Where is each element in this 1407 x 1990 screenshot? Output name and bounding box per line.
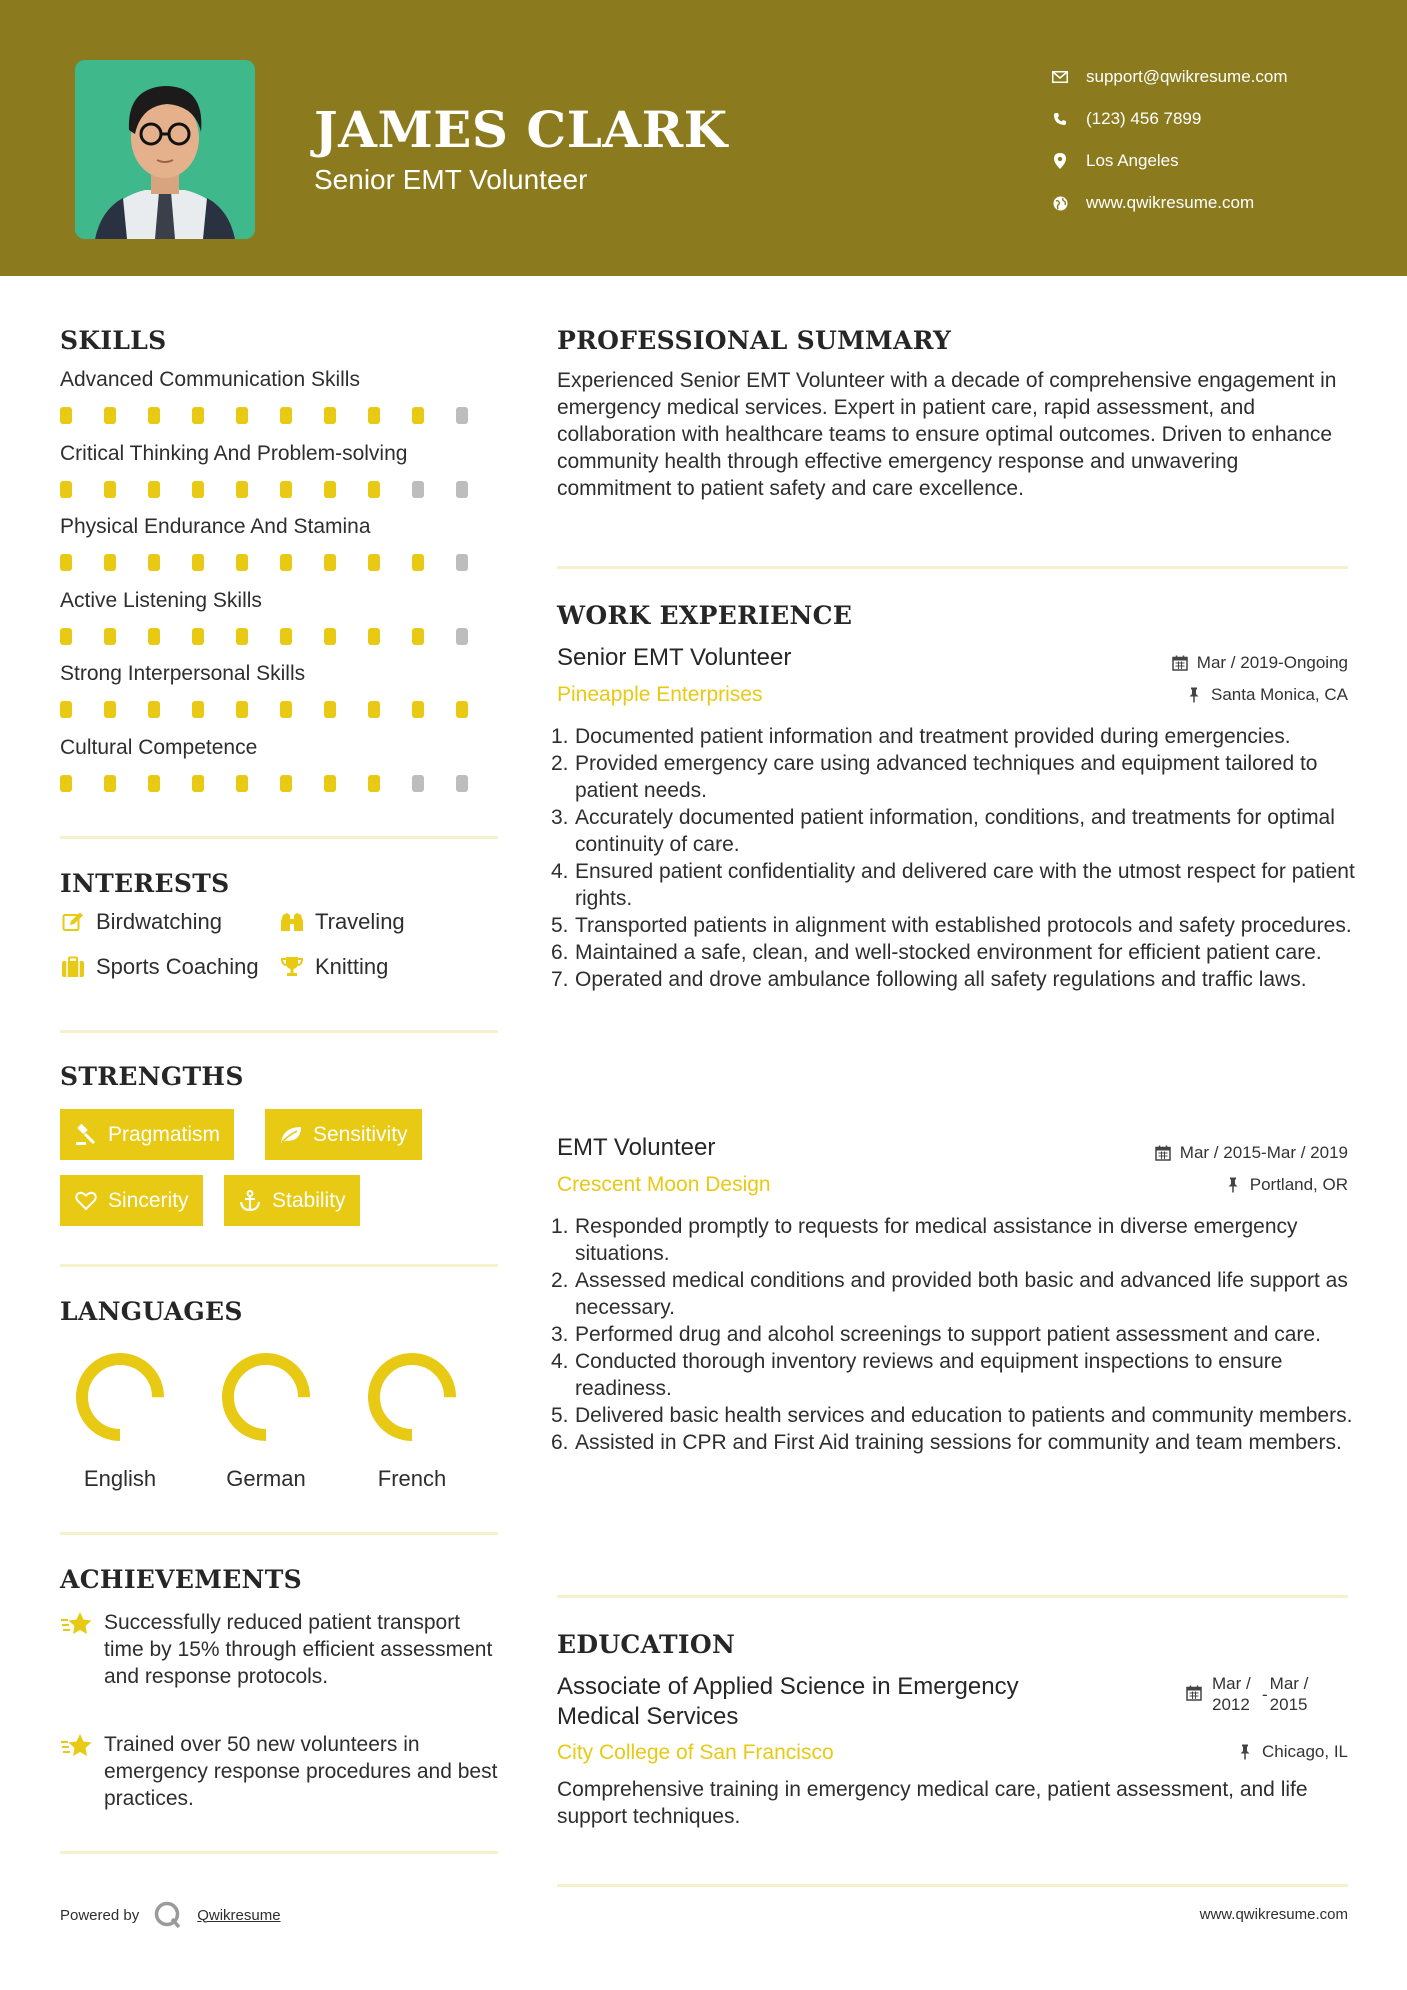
start-date bbox=[1212, 1673, 1262, 1715]
rating-dot-filled bbox=[280, 775, 292, 792]
bullet-number: 6. bbox=[551, 1431, 569, 1454]
bullet-number: 7. bbox=[551, 968, 569, 991]
degree-title bbox=[557, 1672, 1019, 1732]
experience-heading: WORK EXPERIENCE bbox=[557, 601, 853, 630]
strength-label: Pragmatism bbox=[108, 1122, 221, 1146]
location-text: Santa Monica, CA bbox=[1210, 685, 1348, 704]
rating-dot-filled bbox=[148, 407, 160, 424]
skill-rating bbox=[60, 481, 500, 498]
strength-label: Stability bbox=[272, 1188, 346, 1212]
footer-website[interactable]: www.qwikresume.com bbox=[1199, 1906, 1348, 1923]
rating-dot-filled bbox=[324, 481, 336, 498]
language-name: English bbox=[83, 1466, 157, 1491]
rating-dot-filled bbox=[368, 701, 380, 718]
pin-icon bbox=[1224, 1176, 1242, 1194]
bullet-number: 3. bbox=[551, 1323, 569, 1346]
globe-icon bbox=[1050, 193, 1070, 213]
candidate-name: JAMES CLARK bbox=[314, 100, 728, 159]
bullet-text: Ensured patient confidentiality and delivered care with the utmost respect for patient rights. bbox=[575, 860, 1355, 910]
end-year: 2015 bbox=[1269, 1695, 1308, 1714]
rating-dot-filled bbox=[368, 481, 380, 498]
date-dash: - bbox=[1262, 1685, 1268, 1704]
strength-badge-stability bbox=[224, 1175, 360, 1226]
languages-heading: LANGUAGES bbox=[60, 1297, 243, 1326]
interest-item-traveling bbox=[279, 909, 405, 935]
edit-icon bbox=[60, 909, 86, 935]
rating-dot-empty bbox=[456, 407, 468, 424]
interest-label: Traveling bbox=[315, 909, 405, 934]
rating-dot-filled bbox=[236, 701, 248, 718]
rating-dot-filled bbox=[236, 481, 248, 498]
job-bullet-list bbox=[551, 1213, 1355, 1456]
language-level-arc bbox=[228, 1359, 304, 1435]
skill-item bbox=[60, 736, 500, 792]
pin-icon bbox=[1185, 686, 1203, 704]
job-bullet bbox=[551, 750, 1355, 804]
achievement-item bbox=[60, 1731, 505, 1812]
qwikresume-logo-icon bbox=[153, 1900, 183, 1930]
interest-item-birdwatching bbox=[60, 909, 222, 935]
skill-rating bbox=[60, 628, 500, 645]
school-name: City College of San Francisco bbox=[557, 1741, 834, 1764]
rating-dot-empty bbox=[412, 775, 424, 792]
skill-rating bbox=[60, 701, 500, 718]
phone-text: (123) 456 7899 bbox=[1086, 109, 1202, 128]
job-dates bbox=[1171, 653, 1348, 673]
job-bullet bbox=[551, 966, 1355, 993]
rating-dot-filled bbox=[236, 554, 248, 571]
language-item bbox=[206, 1347, 326, 1492]
bullet-number: 5. bbox=[551, 914, 569, 937]
rating-dot-filled bbox=[104, 554, 116, 571]
divider bbox=[557, 566, 1348, 569]
footer-powered-by bbox=[60, 1900, 281, 1930]
rating-dot-filled bbox=[324, 775, 336, 792]
email-text: support@qwikresume.com bbox=[1086, 67, 1288, 86]
rating-dot-filled bbox=[192, 554, 204, 571]
rating-dot-filled bbox=[104, 701, 116, 718]
rating-dot-filled bbox=[412, 628, 424, 645]
strength-badge-pragmatism bbox=[60, 1109, 234, 1160]
company-name: Pineapple Enterprises bbox=[557, 683, 763, 706]
rating-dot-empty bbox=[456, 775, 468, 792]
skills-heading: SKILLS bbox=[60, 326, 167, 355]
skill-name: Cultural Competence bbox=[60, 736, 258, 759]
rating-dot-filled bbox=[236, 407, 248, 424]
rating-dot-filled bbox=[192, 481, 204, 498]
rating-dot-filled bbox=[280, 407, 292, 424]
summary-text: Experienced Senior EMT Volunteer with a decade of comprehensive engagement in emergency medical services. Expert in patient care, rapid assessment, and collaboration with healthcare teams to ensure optimal outcomes. Driven to enhance community health through effective emergency response and unwavering commitment to patient safety and care excellence. bbox=[557, 369, 1337, 500]
language-name: German bbox=[226, 1466, 306, 1491]
job-title: Senior EMT Volunteer bbox=[557, 644, 792, 671]
skill-item bbox=[60, 589, 500, 645]
rating-dot-filled bbox=[60, 407, 72, 424]
education-location bbox=[1236, 1742, 1348, 1762]
dates-text: Mar / 2019-Ongoing bbox=[1196, 653, 1348, 672]
summary-heading: PROFESSIONAL SUMMARY bbox=[557, 326, 952, 355]
star-icon bbox=[60, 1609, 96, 1639]
contact-email[interactable] bbox=[1050, 56, 1288, 98]
end-date bbox=[1270, 1673, 1309, 1715]
skill-name: Active Listening Skills bbox=[60, 588, 262, 612]
contact-phone[interactable] bbox=[1050, 98, 1288, 140]
rating-dot-filled bbox=[324, 554, 336, 571]
job-location bbox=[1224, 1175, 1348, 1195]
achievement-text: Successfully reduced patient transport time by 15% through efficient assessment and response protocols. bbox=[104, 1611, 493, 1688]
start-month: Mar / bbox=[1212, 1674, 1251, 1693]
strength-label: Sincerity bbox=[108, 1188, 189, 1212]
bullet-text: Delivered basic health services and education to patients and community members. bbox=[575, 1404, 1353, 1427]
education-description: Comprehensive training in emergency medical care, patient assessment, and life support techniques. bbox=[557, 1778, 1308, 1828]
bullet-text: Assessed medical conditions and provided both basic and advanced life support as necessary. bbox=[575, 1269, 1348, 1319]
language-name: French bbox=[377, 1466, 447, 1491]
rating-dot-filled bbox=[60, 775, 72, 792]
job-bullet bbox=[551, 1429, 1355, 1456]
rating-dot-filled bbox=[148, 628, 160, 645]
location-text: Chicago, IL bbox=[1262, 1742, 1348, 1761]
rating-dot-filled bbox=[368, 407, 380, 424]
skill-item bbox=[60, 515, 500, 571]
divider bbox=[60, 1264, 498, 1267]
rating-dot-filled bbox=[368, 775, 380, 792]
rating-dot-filled bbox=[148, 775, 160, 792]
skill-rating bbox=[60, 554, 500, 571]
interest-item-sports-coaching bbox=[60, 954, 259, 980]
anchor-icon bbox=[238, 1189, 262, 1213]
rating-dot-filled bbox=[192, 407, 204, 424]
rating-dot-empty bbox=[412, 481, 424, 498]
pin-icon bbox=[1236, 1743, 1254, 1761]
bullet-number: 4. bbox=[551, 1350, 569, 1373]
bullet-text: Assisted in CPR and First Aid training sessions for community and team members. bbox=[575, 1431, 1342, 1454]
rating-dot-filled bbox=[60, 481, 72, 498]
interest-label: Birdwatching bbox=[96, 909, 222, 934]
dates-text: Mar / 2015-Mar / 2019 bbox=[1179, 1143, 1348, 1162]
bullet-text: Transported patients in alignment with established protocols and safety procedures. bbox=[575, 914, 1352, 937]
rating-dot-filled bbox=[192, 775, 204, 792]
bullet-number: 1. bbox=[551, 725, 569, 748]
candidate-title: Senior EMT Volunteer bbox=[314, 164, 588, 195]
bullet-text: Conducted thorough inventory reviews and equipment inspections to ensure readiness. bbox=[575, 1350, 1283, 1400]
rating-dot-filled bbox=[236, 775, 248, 792]
bullet-number: 4. bbox=[551, 860, 569, 883]
brand-link[interactable]: Qwikresume bbox=[197, 1906, 281, 1924]
achievements-heading: ACHIEVEMENTS bbox=[60, 1565, 302, 1594]
phone-icon bbox=[1050, 109, 1070, 129]
briefcase-icon bbox=[60, 954, 86, 980]
location-text: Los Angeles bbox=[1086, 151, 1179, 170]
rating-dot-empty bbox=[456, 628, 468, 645]
skill-name: Advanced Communication Skills bbox=[60, 368, 360, 391]
divider bbox=[60, 836, 498, 839]
education-heading: EDUCATION bbox=[557, 1630, 736, 1659]
divider bbox=[60, 1851, 498, 1854]
rating-dot-filled bbox=[236, 628, 248, 645]
rating-dot-filled bbox=[280, 701, 292, 718]
rating-dot-filled bbox=[412, 407, 424, 424]
job-bullet bbox=[551, 1267, 1355, 1321]
achievement-item bbox=[60, 1609, 505, 1690]
skill-item bbox=[60, 368, 500, 424]
interests-heading: INTERESTS bbox=[60, 869, 230, 898]
divider bbox=[557, 1595, 1348, 1598]
bullet-text: Performed drug and alcohol screenings to support patient assessment and care. bbox=[575, 1323, 1321, 1346]
rating-dot-filled bbox=[148, 701, 160, 718]
rating-dot-filled bbox=[148, 554, 160, 571]
rating-dot-filled bbox=[456, 701, 468, 718]
rating-dot-filled bbox=[104, 775, 116, 792]
strengths-heading: STRENGTHS bbox=[60, 1062, 244, 1091]
binoculars-icon bbox=[279, 909, 305, 935]
rating-dot-filled bbox=[324, 701, 336, 718]
profile-photo bbox=[75, 60, 255, 239]
language-item bbox=[352, 1347, 472, 1492]
rating-dot-filled bbox=[280, 481, 292, 498]
job-bullet bbox=[551, 723, 1355, 750]
rating-dot-empty bbox=[456, 554, 468, 571]
language-level-arc bbox=[82, 1359, 158, 1435]
job-bullet bbox=[551, 1321, 1355, 1348]
language-item bbox=[60, 1347, 180, 1492]
interest-label: Sports Coaching bbox=[96, 954, 259, 979]
bullet-number: 6. bbox=[551, 941, 569, 964]
skill-item bbox=[60, 662, 500, 718]
rating-dot-filled bbox=[280, 628, 292, 645]
calendar-icon bbox=[1186, 1685, 1204, 1703]
contact-list bbox=[1050, 56, 1288, 224]
bullet-text: Maintained a safe, clean, and well-stocked environment for efficient patient care. bbox=[575, 941, 1322, 964]
bullet-text: Provided emergency care using advanced techniques and equipment tailored to patient needs. bbox=[575, 752, 1318, 802]
contact-location bbox=[1050, 140, 1288, 182]
location-text: Portland, OR bbox=[1249, 1175, 1348, 1194]
job-bullet bbox=[551, 939, 1355, 966]
interest-label: Knitting bbox=[315, 954, 389, 979]
trophy-icon bbox=[279, 954, 305, 980]
strength-label: Sensitivity bbox=[313, 1122, 408, 1146]
divider bbox=[557, 1884, 1348, 1887]
skill-name: Physical Endurance And Stamina bbox=[60, 515, 371, 539]
strength-badge-sensitivity bbox=[265, 1109, 422, 1160]
contact-website[interactable] bbox=[1050, 182, 1288, 224]
powered-by-text: Powered by bbox=[60, 1906, 140, 1924]
envelope-icon bbox=[1050, 67, 1070, 87]
rating-dot-filled bbox=[60, 701, 72, 718]
achievement-text: Trained over 50 new volunteers in emergency response procedures and best practices. bbox=[104, 1733, 498, 1810]
calendar-icon bbox=[1154, 1144, 1172, 1162]
job-title: EMT Volunteer bbox=[557, 1134, 716, 1161]
degree-line: Medical Services bbox=[557, 1703, 739, 1730]
degree-line: Associate of Applied Science in Emergency bbox=[557, 1673, 1019, 1700]
leaf-icon bbox=[279, 1123, 303, 1147]
bullet-number: 1. bbox=[551, 1215, 569, 1238]
bullet-text: Responded promptly to requests for medical assistance in diverse emergency situations. bbox=[575, 1215, 1298, 1265]
rating-dot-filled bbox=[60, 554, 72, 571]
job-bullet-list bbox=[551, 723, 1355, 993]
company-name: Crescent Moon Design bbox=[557, 1173, 771, 1196]
star-icon bbox=[60, 1731, 96, 1761]
skill-item bbox=[60, 442, 500, 498]
calendar-icon bbox=[1171, 654, 1189, 672]
map-pin-icon bbox=[1050, 151, 1070, 171]
rating-dot-filled bbox=[192, 701, 204, 718]
rating-dot-filled bbox=[368, 554, 380, 571]
job-bullet bbox=[551, 1213, 1355, 1267]
language-level-gauge bbox=[70, 1347, 170, 1447]
interest-item-knitting bbox=[279, 954, 388, 980]
heart-icon bbox=[74, 1189, 98, 1213]
rating-dot-filled bbox=[104, 407, 116, 424]
skill-name: Critical Thinking And Problem-solving bbox=[60, 441, 408, 465]
bullet-number: 2. bbox=[551, 1269, 569, 1292]
skill-name: Strong Interpersonal Skills bbox=[60, 662, 306, 686]
start-year: 2012 bbox=[1212, 1695, 1250, 1714]
skill-rating bbox=[60, 775, 500, 792]
rating-dot-filled bbox=[324, 628, 336, 645]
divider bbox=[60, 1030, 498, 1033]
bullet-number: 2. bbox=[551, 752, 569, 775]
education-dates bbox=[1186, 1673, 1308, 1715]
end-month: Mar / bbox=[1269, 1674, 1309, 1693]
job-bullet bbox=[551, 1348, 1355, 1402]
bullet-text: Accurately documented patient information, conditions, and treatments for optimal continuity of care. bbox=[575, 806, 1335, 856]
bullet-text: Documented patient information and treatment provided during emergencies. bbox=[575, 725, 1291, 748]
rating-dot-filled bbox=[148, 481, 160, 498]
job-dates bbox=[1154, 1143, 1348, 1163]
language-level-arc bbox=[374, 1359, 450, 1435]
language-level-gauge bbox=[362, 1347, 462, 1447]
rating-dot-filled bbox=[192, 628, 204, 645]
header bbox=[0, 0, 1407, 276]
skill-rating bbox=[60, 407, 500, 424]
rating-dot-filled bbox=[104, 481, 116, 498]
bullet-number: 3. bbox=[551, 806, 569, 829]
job-bullet bbox=[551, 1402, 1355, 1429]
rating-dot-filled bbox=[324, 407, 336, 424]
rating-dot-filled bbox=[60, 628, 72, 645]
rating-dot-filled bbox=[412, 701, 424, 718]
rating-dot-empty bbox=[456, 481, 468, 498]
job-bullet bbox=[551, 804, 1355, 858]
job-bullet bbox=[551, 912, 1355, 939]
website-text: www.qwikresume.com bbox=[1086, 193, 1255, 212]
bullet-number: 5. bbox=[551, 1404, 569, 1427]
rating-dot-filled bbox=[104, 628, 116, 645]
bullet-text: Operated and drove ambulance following all safety regulations and traffic laws. bbox=[575, 968, 1307, 991]
language-level-gauge bbox=[216, 1347, 316, 1447]
job-bullet bbox=[551, 858, 1355, 912]
gavel-icon bbox=[74, 1123, 98, 1147]
job-location bbox=[1185, 685, 1348, 705]
divider bbox=[60, 1532, 498, 1535]
rating-dot-filled bbox=[412, 554, 424, 571]
rating-dot-filled bbox=[280, 554, 292, 571]
rating-dot-filled bbox=[368, 628, 380, 645]
strength-badge-sincerity bbox=[60, 1175, 203, 1226]
